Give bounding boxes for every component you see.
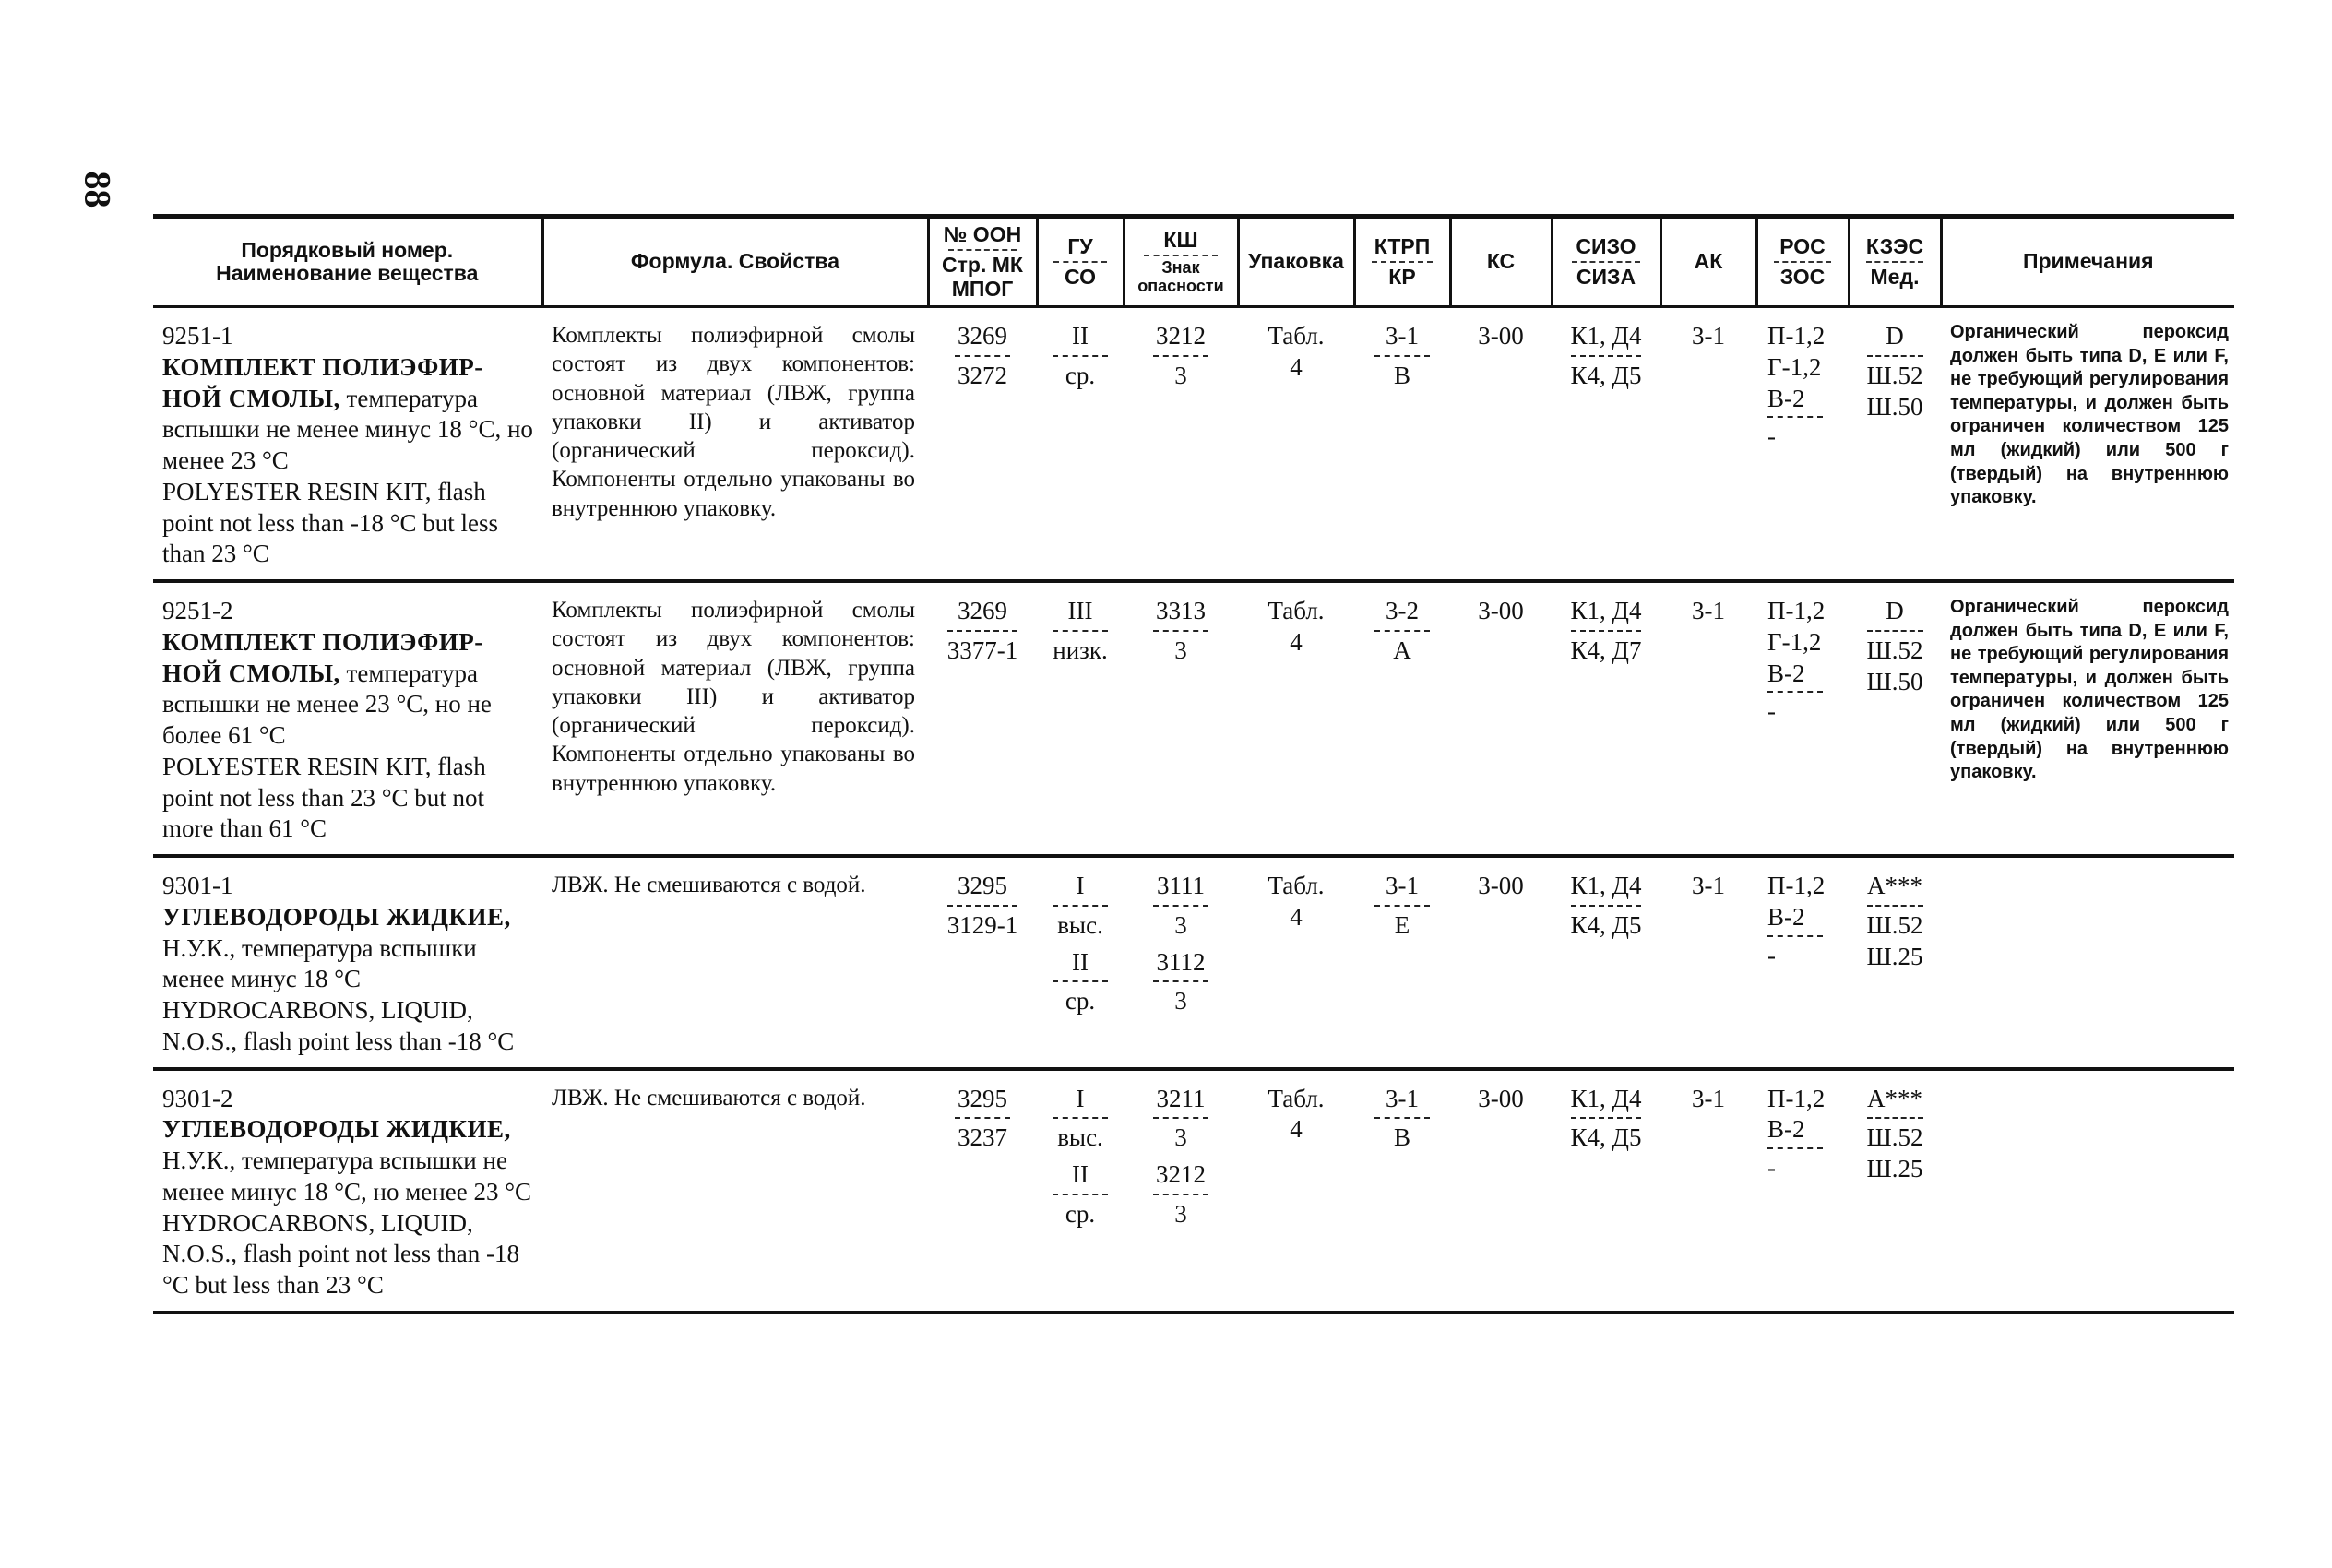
ktrp-kr: $\frac{3-1}{В}$ (1354, 1069, 1450, 1313)
header-name: Порядковый номер. Наименование вещества (153, 217, 542, 307)
substance-name-ru: КОМПЛЕКТ ПОЛИЭФИР-НОЙ СМОЛЫ, температура вспышки не менее минус 18 °С, но менее 23 °С (162, 352, 533, 474)
substance-name-ru: УГЛЕВОДОРОДЫ ЖИДКИЕ, Н.У.К., температура вспышки менее минус 18 °С (162, 902, 511, 993)
page-number: 88 (77, 171, 119, 208)
substance-name-en: HYDROCARBONS, LIQUID, N.O.S., flash point not less than -18 °C but less than 23 °C (162, 1208, 519, 1299)
notes: Органический пероксид должен быть типа D, E или F, не требующий регулирования температуры, и должен быть ограничен количеством 125 мл (жидкий) или 500 г (твердый) на внутреннюю упаковку. (1950, 322, 2229, 508)
table-header (153, 217, 2234, 307)
substance-number: 9301-2 (162, 1084, 233, 1112)
packaging: Табл. 4 (1267, 322, 1325, 381)
ros-zos: П-1,2 Г-1,2 В-2 - (1767, 597, 1826, 726)
formula-properties: Комплекты полиэфирной смолы состоят из двух компонентов: основной материал (ЛВЖ, группа упаковки III) и активатор (органический пероксид). Компоненты отдельно упакованы во внутреннюю упаковку. (552, 598, 915, 796)
header-ktrp: КТРП КР (1354, 217, 1450, 307)
substance-number: 9251-1 (162, 322, 233, 350)
ros-zos: П-1,2 В-2 - (1767, 1084, 1826, 1182)
kzes-med: A*** Ш.52 Ш.25 (1866, 1084, 1923, 1182)
gu-co: $\frac{I}{\text{выс.}}$ $\frac{II}{ср.}$ (1037, 1069, 1124, 1313)
packaging: Табл. 4 (1267, 872, 1325, 931)
un-number: $\frac{3295}{3237}$ (928, 1069, 1037, 1313)
ktrp-kr: $\frac{3-2}{А}$ (1354, 581, 1450, 856)
header-notes: Примечания (1941, 217, 2234, 307)
header-kzes: КЗЭС Мед. (1849, 217, 1941, 307)
kzes-med: A*** Ш.52 Ш.25 (1866, 872, 1923, 970)
ak: 3-1 (1692, 1084, 1725, 1112)
substance-cell (153, 307, 542, 582)
sizo-siza: $\frac{К1, Д4}{К4, Д5}$ (1570, 322, 1642, 389)
ktrp-kr: $\frac{3-1}{Е}$ (1354, 856, 1450, 1069)
substance-name-ru: УГЛЕВОДОРОДЫ ЖИДКИЕ, Н.У.К., температура вспышки не менее минус 18 °С, но менее 23 °С (162, 1115, 532, 1206)
header-pack: Упаковка (1238, 217, 1354, 307)
kzes-med: D Ш.52 Ш.50 (1866, 322, 1923, 421)
ks: 3-00 (1478, 597, 1524, 624)
substance-name-ru: КОМПЛЕКТ ПОЛИЭФИР-НОЙ СМОЛЫ, температура вспышки не менее 23 °С, но не более 61 °С (162, 627, 492, 749)
notes (1941, 1069, 2234, 1313)
ros-zos: П-1,2 Г-1,2 В-2 - (1767, 322, 1826, 451)
substance-name-en: POLYESTER RESIN KIT, flash point not less than -18 °C but less than 23 °C (162, 477, 499, 568)
header-sizo: СИЗО СИЗА (1552, 217, 1660, 307)
ks: 3-00 (1478, 1084, 1524, 1112)
table-row (153, 856, 2234, 1069)
notes: Органический пероксид должен быть типа D, E или F, не требующий регулирования температуры, и должен быть ограничен количеством 125 мл (жидкий) или 500 г (твердый) на внутреннюю упаковку. (1950, 597, 2229, 783)
sizo-siza: $\frac{К1, Д4}{К4, Д5}$ (1570, 1084, 1642, 1152)
substance-name-en: POLYESTER RESIN KIT, flash point not less than 23 °C but not more than 61 °C (162, 752, 486, 843)
un-number: $\frac{3269}{3377-1}$ (946, 597, 1018, 664)
substance-cell (153, 1069, 542, 1313)
gu-co: $\frac{II}{ср.}$ (1037, 307, 1124, 582)
header-formula: Формула. Свойства (542, 217, 928, 307)
ksh-sign: $\frac{3212}{3}$ (1124, 307, 1238, 582)
substance-cell (153, 581, 542, 856)
header-ksh: КШ Знак опасности (1124, 217, 1238, 307)
ros-zos: П-1,2 В-2 - (1767, 872, 1826, 969)
ak: 3-1 (1692, 597, 1725, 624)
ak: 3-1 (1692, 872, 1725, 899)
table-row (153, 1069, 2234, 1313)
sizo-siza: $\frac{К1, Д4}{К4, Д5}$ (1570, 872, 1642, 939)
un-number: $\frac{3295}{3129-1}$ (946, 872, 1018, 939)
ks: 3-00 (1478, 872, 1524, 899)
formula-properties: ЛВЖ. Не смешиваются с водой. (552, 1085, 866, 1111)
header-gu: ГУ СО (1037, 217, 1124, 307)
ksh-sign: $\frac{3313}{3}$ (1124, 581, 1238, 856)
substance-number: 9251-2 (162, 597, 233, 624)
un-number: $\frac{3269}{3272}$ (928, 307, 1037, 582)
ak: 3-1 (1692, 322, 1725, 350)
header-ros: РОС ЗОС (1756, 217, 1849, 307)
substance-cell (153, 856, 542, 1069)
formula-properties: ЛВЖ. Не смешиваются с водой. (552, 873, 866, 897)
header-ks: КС (1450, 217, 1552, 307)
header-ak: АК (1660, 217, 1756, 307)
kzes-med: D Ш.52 Ш.50 (1866, 597, 1923, 695)
gu-co: $\frac{\text{III}}{\text{низк.}}$ (1053, 597, 1108, 664)
ks: 3-00 (1478, 322, 1524, 350)
sizo-siza: $\frac{К1, Д4}{К4, Д7}$ (1570, 597, 1642, 664)
substance-number: 9301-1 (162, 872, 233, 899)
notes (1941, 856, 2234, 1069)
substance-name-en: HYDROCARBONS, LIQUID, N.O.S., flash point less than -18 °C (162, 996, 515, 1055)
header-un: № ООН Стр. МК МПОГ (928, 217, 1037, 307)
packaging: Табл. 4 (1267, 597, 1325, 656)
formula-properties: Комплекты полиэфирной смолы состоят из двух компонентов: основной материал (ЛВЖ, группа упаковки II) и активатор (органический пероксид). Компоненты отдельно упакованы во внутреннюю упаковку. (552, 323, 915, 521)
table-row (153, 581, 2234, 856)
ksh-sign: $\frac{3111}{3}$ $\frac{3112}{3}$ (1124, 856, 1238, 1069)
dangerous-goods-table (153, 214, 2234, 1314)
ksh-sign: $\frac{3211}{3}$ $\frac{3212}{3}$ (1124, 1069, 1238, 1313)
table-row (153, 307, 2234, 582)
ktrp-kr: $\frac{3-1}{В}$ (1354, 307, 1450, 582)
packaging: Табл. 4 (1267, 1084, 1325, 1144)
gu-co: $\frac{I}{\text{выс.}}$ $\frac{II}{ср.}$ (1037, 856, 1124, 1069)
